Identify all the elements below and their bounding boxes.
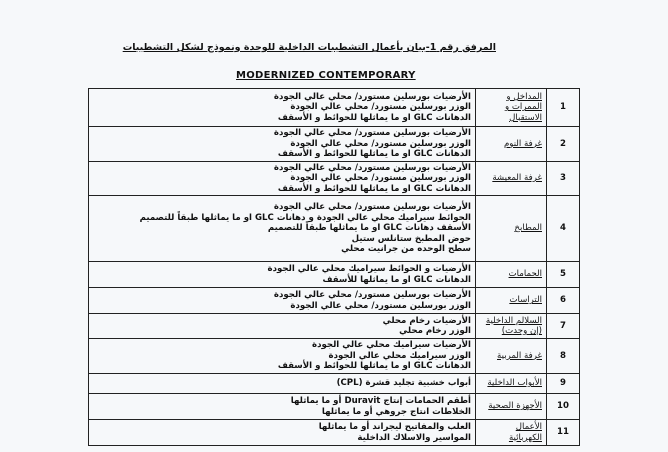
table-row xyxy=(89,262,580,288)
description-line: الوزر رخام محلي xyxy=(399,326,471,336)
area-name: غرفة المعيشة xyxy=(476,161,547,196)
description-line: الوزر بورسلين مستورد/ محلي عالي الجودة xyxy=(290,138,471,149)
description-line: الأرضيات بورسلين مستورد/ محلي عالي الجودة xyxy=(273,202,471,213)
description-line: أطقم الحمامات إنتاج Duravit أو ما يماثلها xyxy=(290,396,471,406)
finish-description xyxy=(89,314,476,339)
description-line: الأرضيات رخام محلي xyxy=(382,315,471,326)
table-row xyxy=(89,89,580,127)
description-line: الأرضيات بورسلين مستورد/ محلي عالي الجودة xyxy=(273,91,471,102)
table-row xyxy=(89,339,580,374)
description-line: الأرضيات بورسلين مستورد/ محلي عالي الجودة xyxy=(273,162,471,173)
description-line: سطح الوحده من جرانيت محلي xyxy=(341,244,471,255)
area-name: المطابخ xyxy=(476,196,547,262)
description-line: الوزر بورسلين مستورد/ محلي عالي الجودة xyxy=(290,300,471,311)
description-line: الأرضيات بورسلين مستورد/ محلي عالي الجودة xyxy=(273,128,471,138)
description-line: الدهانات GLC او ما يماثلها للحوائط و الأسقف xyxy=(277,149,471,159)
description-line: الوزر بورسلين مستورد/ محلي عالي الجودة xyxy=(290,173,471,183)
description-line: المواسير والاسلاك الداخلية xyxy=(357,432,471,443)
area-name: الأبواب الداخلية xyxy=(476,374,547,394)
table-row xyxy=(89,314,580,339)
row-number: 4 xyxy=(547,196,580,262)
description-line: أبواب خشبية تجليد قشرة (CPL) xyxy=(336,378,471,389)
table-row xyxy=(89,127,580,162)
row-number: 1 xyxy=(547,89,580,127)
finish-description xyxy=(89,394,476,420)
finish-description xyxy=(89,161,476,196)
description-line: الأرضيات بورسلين مستورد/ محلي عالي الجودة xyxy=(273,290,471,300)
description-line: الخلاطات انتاج جروهي أو ما يماثلها xyxy=(321,406,471,417)
description-line: الحوائط سيراميك محلي عالي الجودة و دهانات GLC او ما يماثلها طبقاً للتصميم xyxy=(139,212,471,223)
description-line: حوض المطبخ ستانلس ستيل xyxy=(351,233,471,244)
description-line: الدهانات GLC او ما يماثلها للأسقف xyxy=(322,274,471,285)
description-line: الأسقف دهانات GLC او ما يماثلها طبقاً للتصميم xyxy=(267,223,471,234)
description-line: الدهانات GLC او ما يماثلها للحوائط و الأسقف xyxy=(277,112,471,123)
row-number: 10 xyxy=(547,394,580,420)
table-row xyxy=(89,196,580,262)
description-line: الدهانات GLC او ما يماثلها للحوائط و الأسقف xyxy=(277,183,471,194)
area-name: التراسات xyxy=(476,288,547,314)
finish-description xyxy=(89,262,476,288)
description-line: الأرضيات و الحوائط سيراميك محلي عالي الجودة xyxy=(267,264,471,274)
row-number: 9 xyxy=(547,374,580,394)
table-row xyxy=(89,374,580,394)
area-name: السلالم الداخلية (إن وجدت) xyxy=(476,314,547,339)
finish-description xyxy=(89,374,476,394)
finish-description xyxy=(89,196,476,262)
table-row xyxy=(89,420,580,446)
finishes-table xyxy=(88,88,580,446)
finish-description xyxy=(89,420,476,446)
description-line: الأرضيات سيراميك محلي عالي الجودة xyxy=(312,340,471,351)
area-name: الحمامات xyxy=(476,262,547,288)
row-number: 11 xyxy=(547,420,580,446)
table-row xyxy=(89,161,580,196)
row-number: 6 xyxy=(547,288,580,314)
area-name: غرفة المربية xyxy=(476,339,547,374)
finish-description xyxy=(89,127,476,162)
row-number: 7 xyxy=(547,314,580,339)
description-line: العلب والمفاتيح ليجراند أو ما يماثلها xyxy=(318,422,471,432)
description-line: الوزر بورسلين مستورد/ محلي عالي الجودة xyxy=(290,102,471,113)
description-line: الوزر سيراميك محلي عالي الجودة xyxy=(328,350,471,361)
finish-description xyxy=(89,288,476,314)
area-name: المداخل و الممرات و الاستقبال xyxy=(476,89,547,127)
row-number: 2 xyxy=(547,127,580,162)
finish-description xyxy=(89,339,476,374)
area-name: الأعمال الكهربائية xyxy=(476,420,547,446)
row-number: 3 xyxy=(547,161,580,196)
document-title: المرفق رقم 1-بيان بأعمال التشطيبات الداخلية للوحدة ونموذج لشكل التشطيبات xyxy=(122,42,496,53)
area-name: الأجهزة الصحية xyxy=(476,394,547,420)
table-row xyxy=(89,288,580,314)
description-line: الدهانات GLC او ما يماثلها للحوائط و الأسقف xyxy=(277,361,471,372)
row-number: 5 xyxy=(547,262,580,288)
row-number: 8 xyxy=(547,339,580,374)
area-name: غرفة النوم xyxy=(476,127,547,162)
style-heading: MODERNIZED CONTEMPORARY xyxy=(236,70,416,81)
table-row xyxy=(89,394,580,420)
finish-description xyxy=(89,89,476,127)
